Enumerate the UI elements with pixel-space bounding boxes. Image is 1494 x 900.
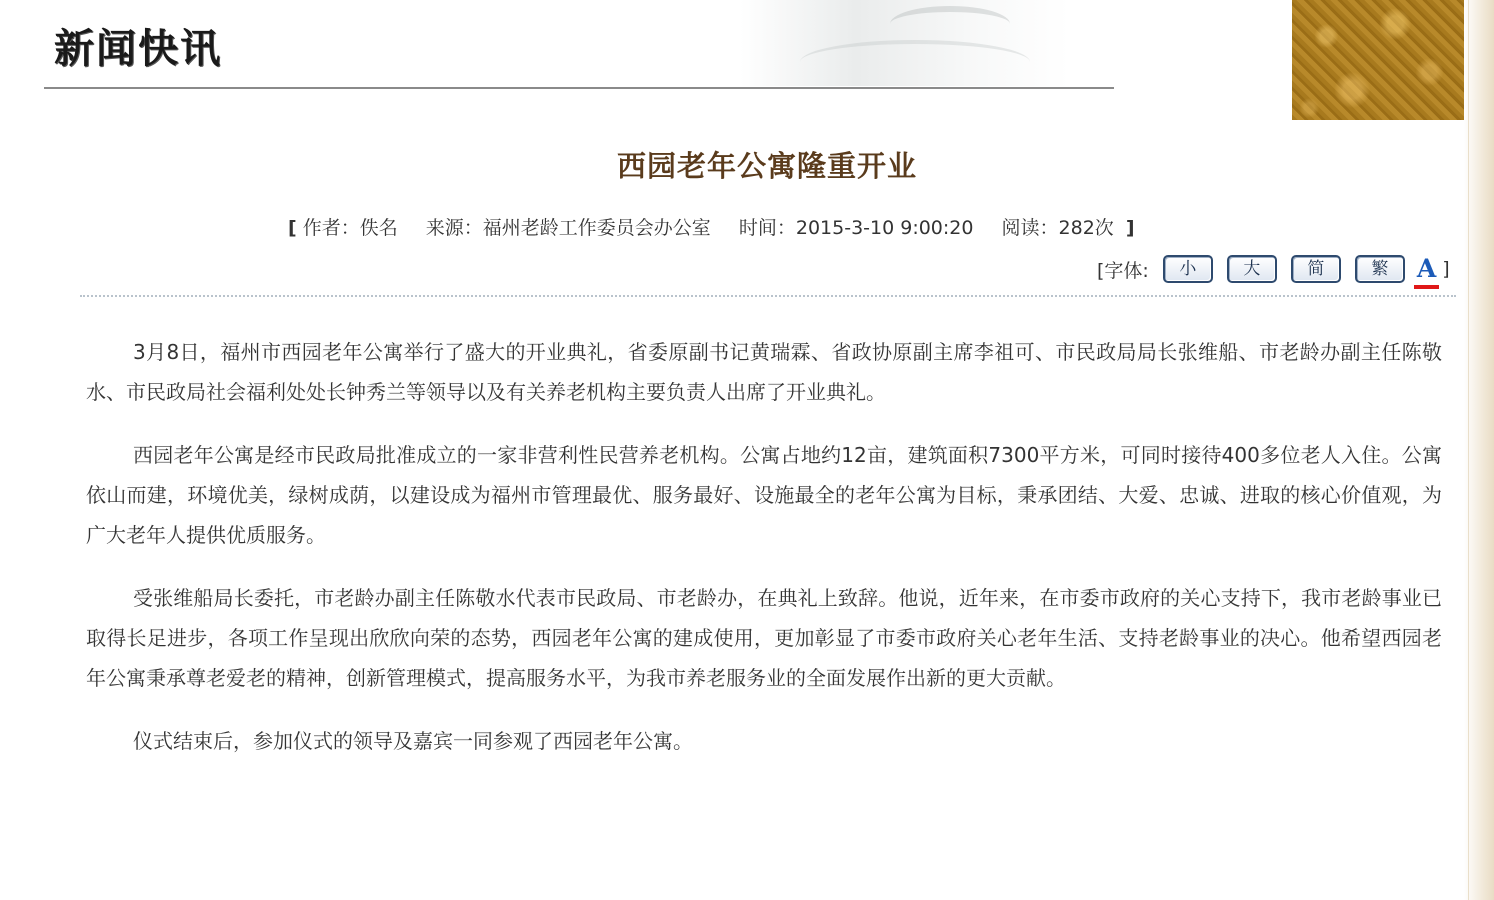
article-meta xyxy=(288,213,1135,240)
paragraph: 受张维船局长委托，市老龄办副主任陈敬水代表市民政局、市老龄办，在典礼上致辞。他说，近年来，在市委市政府的关心支持下，我市老龄事业已取得长足进步，各项工作呈现出欣欣向荣的态势，西园老年公寓的建成使用，更加彰显了市委市政府关心老年生活、支持老龄事业的决心。他希望西园老年公寓秉承尊老爱老的精神，创新管理模式，提高服务水平，为我市养老服务业的全面发展作出新的更大贡献。 xyxy=(86,586,1442,690)
font-controls xyxy=(1097,253,1450,285)
font-large-button[interactable]: 大 xyxy=(1227,255,1277,283)
paragraph: 3月8日，福州市西园老年公寓举行了盛大的开业典礼，省委原副书记黄瑞霖、省政协原副主席李祖可、市民政局局长张维船、市老龄办副主任陈敬水、市民政局社会福利处处长钟秀兰等领导以及有关养老机构主要负责人出席了开业典礼。 xyxy=(86,340,1442,404)
font-small-button[interactable]: 小 xyxy=(1163,255,1213,283)
paragraph: 西园老年公寓是经市民政局批准成立的一家非营利性民营养老机构。公寓占地约12亩，建筑面积7300平方米，可同时接待400多位老人入住。公寓依山而建，环境优美，绿树成荫，以建设成为福州市管理最优、服务最好、设施最全的老年公寓为目标，秉承团结、大爱、忠诚、进取的核心价值观，为广大老年人提供优质服务。 xyxy=(86,443,1442,547)
article-title: 西园老年公寓隆重开业 xyxy=(616,149,917,183)
header-rule xyxy=(44,87,1114,89)
dotted-divider xyxy=(80,295,1456,297)
article-content xyxy=(86,332,1442,784)
meta-source: 来源：福州老龄工作委员会办公室 xyxy=(425,217,711,239)
section-title: 新闻快讯 xyxy=(54,26,222,72)
font-color-icon: A xyxy=(1416,254,1437,283)
traditional-chinese-button[interactable]: 繁 xyxy=(1355,255,1405,283)
simplified-chinese-button[interactable]: 简 xyxy=(1291,255,1341,283)
meta-author: 作者：佚名 xyxy=(302,217,398,239)
roof-decoration xyxy=(890,6,1010,42)
corner-pattern-decoration xyxy=(1292,0,1464,120)
font-color-underline xyxy=(1414,285,1439,289)
paragraph: 仪式结束后，参加仪式的领导及嘉宾一同参观了西园老年公寓。 xyxy=(133,729,693,753)
eave-decoration xyxy=(800,40,1030,84)
font-close-bracket: ] xyxy=(1442,258,1450,280)
font-label: [字体: xyxy=(1097,259,1149,282)
meta-open-bracket: [ xyxy=(288,217,297,239)
meta-close-bracket: ] xyxy=(1125,217,1135,239)
meta-time: 时间：2015-3-10 9:00:20 xyxy=(738,217,974,239)
right-border-line xyxy=(1468,0,1469,900)
meta-reads: 阅读：282次 xyxy=(1001,217,1114,239)
header-building-decoration xyxy=(740,0,1070,86)
font-color-button[interactable] xyxy=(1416,254,1437,283)
